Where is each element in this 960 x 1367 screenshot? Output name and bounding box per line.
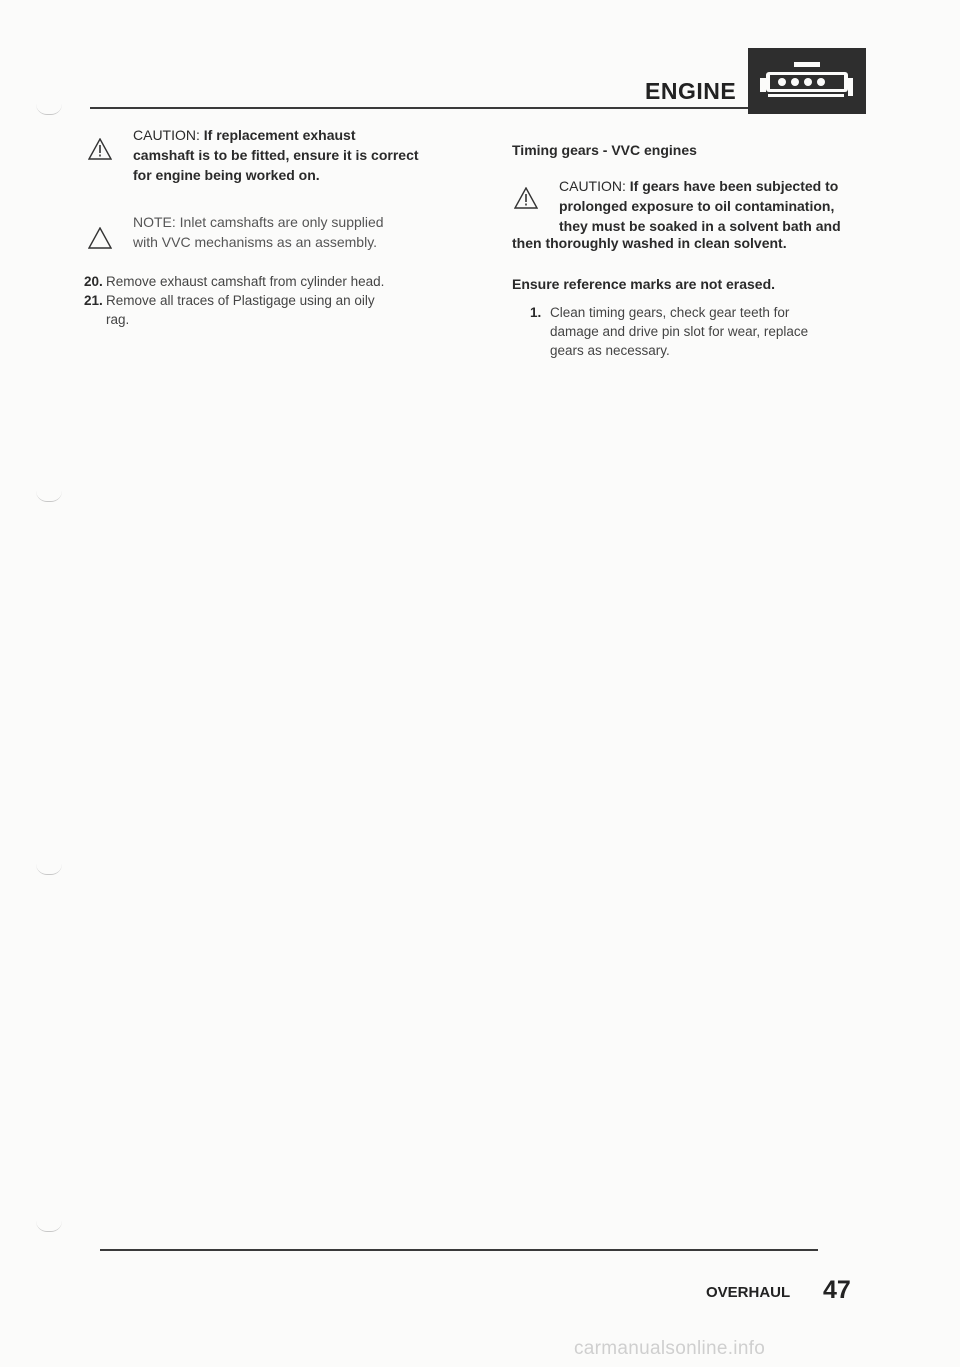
- list-item: [84, 291, 464, 329]
- punch-hole-mark: [36, 1221, 62, 1232]
- step-text: rag.: [106, 312, 130, 327]
- punch-hole-mark: [36, 864, 62, 875]
- watermark: carmanualsonline.info: [574, 1338, 766, 1359]
- engine-icon: [748, 48, 866, 114]
- step-number: 21.: [84, 293, 103, 308]
- list-item: [84, 272, 464, 291]
- caution-line: then thoroughly washed in clean solvent.: [512, 235, 787, 251]
- footer-rule: [100, 1249, 818, 1251]
- step-text: Remove exhaust camshaft from cylinder head.: [106, 274, 385, 289]
- footer-section-label: OVERHAUL: [706, 1284, 791, 1301]
- note-triangle-icon: [88, 227, 112, 249]
- caution-line: If gears have been subjected to: [629, 178, 839, 194]
- caution-line: they must be soaked in a solvent bath and: [559, 218, 841, 234]
- punch-hole-mark: [36, 491, 62, 502]
- caution-label: CAUTION:: [559, 178, 626, 194]
- section-heading: Timing gears - VVC engines: [512, 142, 697, 158]
- warning-triangle-icon: [514, 187, 538, 209]
- caution-line: If replacement exhaust: [203, 127, 356, 143]
- caution-line: camshaft is to be fitted, ensure it is correct: [133, 147, 419, 163]
- step-text: gears as necessary.: [550, 343, 670, 358]
- step-number: 1.: [530, 305, 542, 320]
- caution-gears-contamination: [559, 176, 879, 236]
- caution-line: for engine being worked on.: [133, 167, 320, 183]
- note-line: with VVC mechanisms as an assembly.: [133, 234, 378, 250]
- section-title: ENGINE: [645, 78, 737, 104]
- punch-hole-mark: [36, 104, 62, 115]
- step-text: damage and drive pin slot for wear, replace: [550, 324, 809, 339]
- note-label: NOTE:: [133, 214, 176, 230]
- list-item: [530, 303, 870, 360]
- note-inlet-camshafts: [133, 212, 463, 252]
- step-text: Remove all traces of Plastigage using an oily: [106, 293, 375, 308]
- note-line: Inlet camshafts are only supplied: [179, 214, 384, 230]
- step-number: 20.: [84, 274, 103, 289]
- warning-triangle-icon: [88, 138, 112, 160]
- header-rule: [90, 107, 748, 109]
- reference-marks-reminder: Ensure reference marks are not erased.: [512, 276, 776, 292]
- caution-label: CAUTION:: [133, 127, 200, 143]
- caution-replacement-camshaft: [133, 125, 463, 185]
- caution-line: prolonged exposure to oil contamination,: [559, 198, 835, 214]
- page-number: 47: [823, 1276, 851, 1304]
- step-text: Clean timing gears, check gear teeth for: [550, 305, 790, 320]
